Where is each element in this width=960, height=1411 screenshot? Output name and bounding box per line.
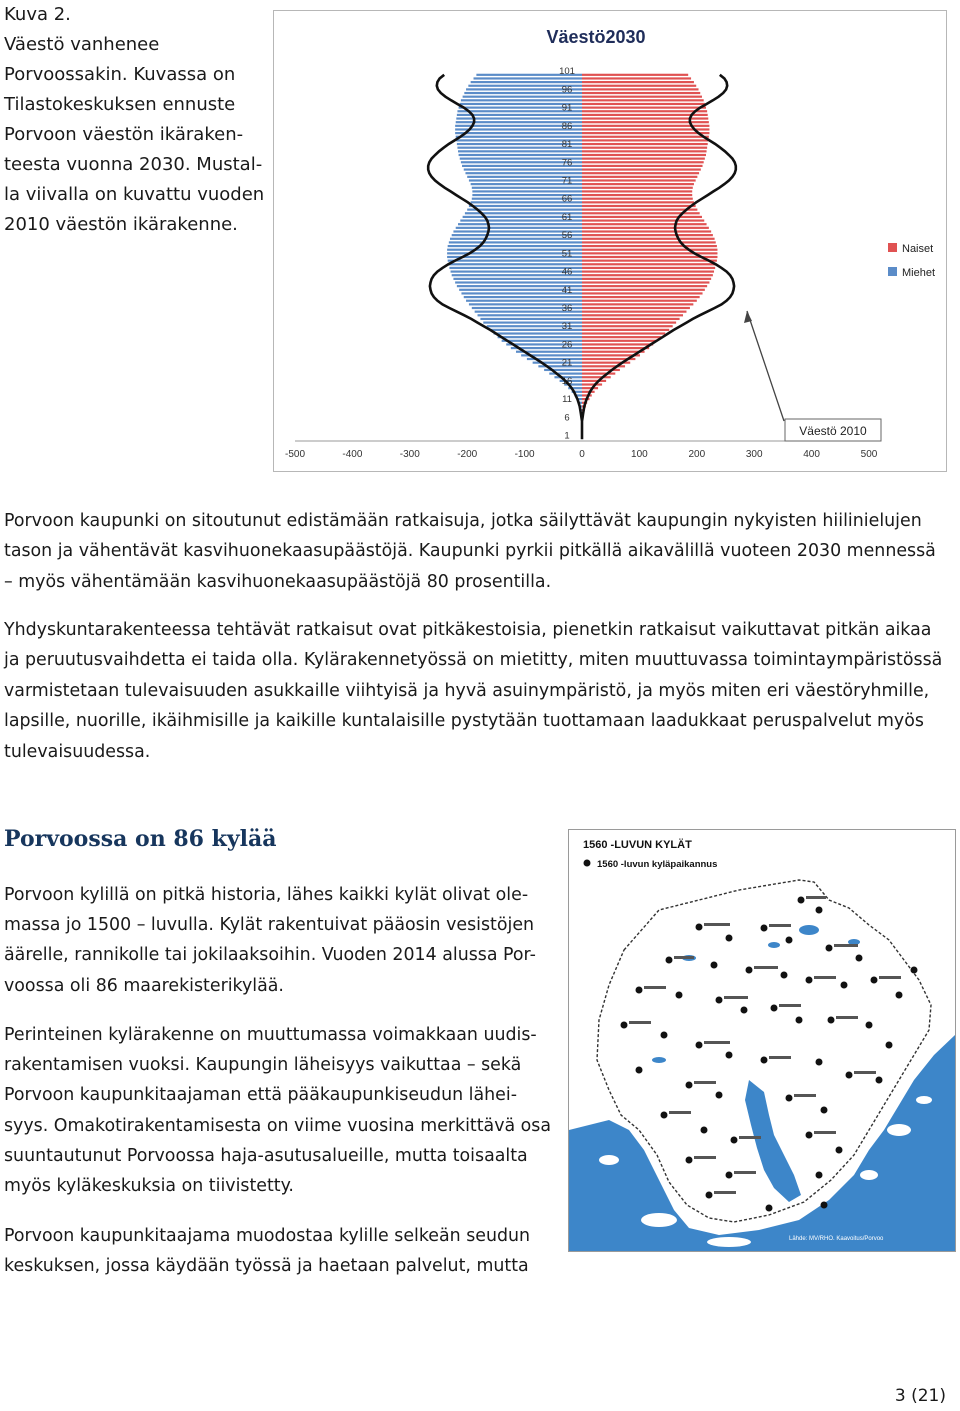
text-line: tason ja vähentävät kasvihuonekaasupäästöjä. Kaupunki pyrkii pitkällä aikavälillä vuoteen 2030 mennessä — [4, 541, 936, 562]
bar-naiset — [582, 77, 691, 79]
x-tick-label: -500 — [284, 449, 306, 460]
bar-naiset — [582, 128, 709, 130]
village-label-mark — [806, 896, 826, 899]
bar-naiset — [582, 198, 693, 200]
bar-naiset — [582, 296, 700, 298]
bar-naiset — [582, 347, 649, 349]
bar-naiset — [582, 103, 705, 105]
village-dot — [636, 987, 643, 994]
bar-naiset — [582, 230, 711, 232]
bar-naiset — [582, 99, 704, 101]
bar-miehet — [459, 154, 582, 156]
bar-naiset — [582, 318, 680, 320]
text-line: rakentamisen vuoksi. Kaupungin läheisyys vaikuttaa – sekä — [4, 1055, 522, 1076]
village-dot — [781, 972, 788, 979]
bar-miehet — [469, 205, 582, 207]
village-label-mark — [714, 1191, 736, 1194]
bar-naiset — [582, 190, 692, 192]
village-label-mark — [854, 1071, 876, 1074]
section-heading: Porvoossa on 86 kylää — [4, 826, 277, 852]
island — [599, 1155, 619, 1165]
x-tick-label: -200 — [457, 449, 478, 460]
bar-naiset — [582, 325, 673, 327]
bar-naiset — [582, 311, 686, 313]
island — [916, 1096, 932, 1104]
village-label-mark — [754, 966, 778, 969]
legend-swatch-miehet — [888, 267, 897, 276]
bar-naiset — [582, 139, 708, 141]
bar-naiset — [582, 274, 713, 276]
x-tick-label: -100 — [514, 449, 535, 460]
bar-naiset — [582, 303, 693, 305]
age-tick-label: 101 — [559, 66, 575, 78]
bar-miehet — [464, 296, 582, 298]
bar-naiset — [582, 209, 697, 211]
bar-miehet — [461, 99, 582, 101]
bar-naiset — [582, 300, 697, 302]
bar-naiset — [582, 74, 688, 76]
village-dot — [806, 1132, 813, 1139]
village-dot — [828, 1017, 835, 1024]
bar-naiset — [582, 110, 707, 112]
village-dot — [661, 1032, 668, 1039]
village-label-mark — [739, 1136, 761, 1139]
bar-naiset — [582, 179, 696, 181]
bar-naiset — [582, 114, 708, 116]
bar-naiset — [582, 219, 704, 221]
village-label-mark — [704, 1041, 730, 1044]
map-legend-label: 1560 -luvun kyläpaikannus — [597, 859, 718, 870]
bar-naiset — [582, 132, 709, 134]
bar-miehet — [458, 150, 582, 152]
island — [641, 1213, 677, 1227]
bar-miehet — [455, 132, 582, 134]
paragraph-urban-center — [4, 1221, 552, 1281]
village-dot — [686, 1157, 693, 1164]
bar-naiset — [582, 96, 702, 98]
lake — [768, 942, 780, 948]
village-dot — [871, 977, 878, 984]
paragraph-village-structure — [4, 1020, 552, 1201]
age-tick-label: 46 — [561, 266, 573, 278]
bar-miehet — [463, 96, 582, 98]
village-dot — [896, 992, 903, 999]
map-source: Lähde: MV/RHO. Kaavoitus/Porvoo — [789, 1236, 884, 1242]
bar-naiset — [582, 380, 606, 382]
bar-miehet — [498, 336, 582, 338]
village-map — [568, 829, 956, 1252]
age-tick-label: 56 — [561, 230, 573, 242]
bar-naiset — [582, 260, 717, 262]
text-line: lapsille, nuorille, ikäihmisille ja kaikille kuntalaisille pystytään tuottamaan laadukkaat peruspalvelut myös — [4, 711, 924, 732]
age-tick-label: 81 — [561, 139, 573, 151]
bar-miehet — [478, 314, 582, 316]
bar-miehet — [456, 227, 582, 229]
village-dot — [706, 1192, 713, 1199]
village-label-mark — [834, 944, 858, 947]
age-tick-label: 11 — [562, 394, 572, 406]
bar-naiset — [582, 376, 611, 378]
x-tick-label: -300 — [399, 449, 420, 460]
bar-naiset — [582, 314, 683, 316]
female-bars — [582, 74, 717, 422]
bar-miehet — [457, 114, 582, 116]
bar-naiset — [582, 307, 690, 309]
legend-label-miehet: Miehet — [902, 267, 936, 279]
bar-naiset — [582, 241, 716, 243]
bar-naiset — [582, 336, 661, 338]
village-label-mark — [879, 976, 901, 979]
paragraph-village-history — [4, 880, 552, 1001]
bar-naiset — [582, 158, 705, 160]
bar-naiset — [582, 340, 657, 342]
village-dot — [786, 1095, 793, 1102]
village-label-mark — [694, 1081, 716, 1084]
x-tick-label: 100 — [631, 449, 648, 460]
bar-naiset — [582, 245, 717, 247]
bar-naiset — [582, 187, 693, 189]
age-tick-label: 31 — [561, 321, 573, 333]
bar-naiset — [582, 176, 697, 178]
age-tick-label: 86 — [561, 120, 573, 132]
village-dot — [661, 1112, 668, 1119]
text-line: massa jo 1500 – luvulla. Kylät rakentuivat pääosin vesistöjen — [4, 915, 535, 936]
village-dot — [716, 1092, 723, 1099]
village-dot — [826, 945, 833, 952]
village-dot — [816, 907, 823, 914]
bar-naiset — [582, 154, 706, 156]
bar-naiset — [582, 201, 694, 203]
bar-naiset — [582, 289, 705, 291]
bar-miehet — [480, 318, 582, 320]
age-tick-label: 26 — [561, 339, 573, 351]
caption-line: teesta vuonna 2030. Mustal- — [4, 154, 263, 175]
bar-naiset — [582, 150, 707, 152]
bar-miehet — [455, 281, 582, 283]
village-dot — [806, 977, 813, 984]
bar-miehet — [456, 136, 582, 138]
village-label-mark — [674, 956, 694, 959]
paragraph-community-structure — [4, 615, 952, 767]
village-label-mark — [769, 1056, 791, 1059]
bar-naiset — [582, 205, 696, 207]
bar-naiset — [582, 223, 707, 225]
bar-naiset — [582, 107, 706, 109]
village-label-mark — [734, 1171, 756, 1174]
village-label-mark — [694, 1156, 716, 1159]
population-pyramid-chart — [273, 10, 947, 472]
village-dot — [816, 1059, 823, 1066]
island — [887, 1124, 911, 1136]
bar-naiset — [582, 278, 711, 280]
village-label-mark — [779, 1004, 801, 1007]
bar-naiset — [582, 168, 701, 170]
bar-miehet — [494, 332, 582, 334]
map-svg — [569, 830, 955, 1251]
age-tick-label: 61 — [561, 211, 573, 223]
caption-line: la viivalla on kuvattu vuoden — [4, 184, 265, 205]
bar-naiset — [582, 92, 700, 94]
paragraph-climate — [4, 506, 952, 597]
village-label-mark — [644, 986, 666, 989]
bar-miehet — [448, 245, 582, 247]
village-label-mark — [724, 996, 748, 999]
village-dot — [726, 1052, 733, 1059]
lake — [652, 1057, 666, 1063]
text-line: Porvoon kaupunkitaajaman että pääkaupunkiseudun lähei- — [4, 1085, 517, 1106]
x-tick-label: 300 — [745, 449, 763, 460]
x-tick-label: 200 — [688, 449, 706, 460]
bar-miehet — [466, 300, 582, 302]
text-line: varmistetaan tulevaisuuden asukkaille viihtyisä ja hyvä asuinympäristö, ja myös miten eri väestöryhmille, — [4, 680, 930, 701]
village-dot — [798, 897, 805, 904]
bar-miehet — [448, 260, 582, 262]
text-line: Yhdyskuntarakenteessa tehtävät ratkaisut ovat pitkäkestoisia, pienetkin ratkaisut vaikuttavat pitkän aikaa — [4, 620, 932, 640]
age-tick-label: 66 — [561, 193, 573, 205]
bar-naiset — [582, 216, 702, 218]
village-label-mark — [704, 923, 730, 926]
island — [860, 1170, 878, 1180]
annotation-label: Väestö 2010 — [799, 424, 867, 438]
bar-naiset — [582, 292, 703, 294]
text-line: syys. Omakotirakentamisesta on viime vuosina merkittävä osa — [4, 1115, 552, 1136]
text-line: – myös vähentämään kasvihuonekaasupäästöjä 80 prosentilla. — [4, 571, 552, 592]
village-dot — [821, 1202, 828, 1209]
bar-naiset — [582, 143, 708, 145]
village-dot — [701, 1127, 708, 1134]
text-line: äärelle, rannikolle tai jokilaaksoihin. Vuoden 2014 alussa Por- — [4, 945, 536, 966]
village-dot — [761, 925, 768, 932]
bar-naiset — [582, 387, 598, 389]
bar-miehet — [464, 168, 582, 170]
village-dot — [846, 1072, 853, 1079]
text-line: Perinteinen kylärakenne on muuttumassa voimakkaan uudis- — [4, 1025, 537, 1045]
village-dot — [636, 1067, 643, 1074]
bar-naiset — [582, 383, 602, 385]
bar-naiset — [582, 281, 709, 283]
village-label-mark — [836, 1016, 858, 1019]
text-line: keskuksen, jossa käydään työssä ja haetaan palvelut, mutta — [4, 1256, 529, 1277]
village-dot — [841, 982, 848, 989]
bar-naiset — [582, 321, 676, 323]
bar-naiset — [582, 136, 709, 138]
village-dot — [696, 1042, 703, 1049]
age-tick-label: 36 — [561, 303, 573, 315]
village-dot — [866, 1022, 873, 1029]
text-line: ja peruutusvaihdetta ei taida olla. Kylärakennetyössä on mietitty, miten muuttuvassa toimintaympäristössä — [4, 650, 943, 671]
village-dot — [911, 967, 918, 974]
age-tick-label: 76 — [561, 157, 573, 169]
bar-miehet — [448, 263, 582, 265]
bar-naiset — [582, 238, 715, 240]
text-line: myös kyläkeskuksia on tiivistetty. — [4, 1176, 294, 1197]
lake — [799, 925, 819, 935]
bar-miehet — [471, 81, 582, 83]
village-dot — [741, 1007, 748, 1014]
caption-line: 2010 väestön ikärakenne. — [4, 214, 238, 235]
bar-naiset — [582, 227, 709, 229]
village-dot — [886, 1042, 893, 1049]
caption-line: Kuva 2. — [4, 4, 71, 25]
bar-naiset — [582, 194, 692, 196]
bar-naiset — [582, 285, 707, 287]
figure-caption — [4, 0, 266, 240]
bar-miehet — [474, 77, 582, 79]
bar-naiset — [582, 332, 665, 334]
caption-line: Tilastokeskuksen ennuste — [4, 94, 236, 115]
bar-naiset — [582, 263, 716, 265]
bar-miehet — [458, 223, 582, 225]
village-dot — [766, 1205, 773, 1212]
village-label-mark — [814, 976, 836, 979]
bar-naiset — [582, 172, 699, 174]
chart-legend — [888, 243, 935, 279]
bar-naiset — [582, 343, 653, 345]
village-dot — [666, 957, 673, 964]
x-tick-label: 500 — [860, 449, 878, 460]
island — [707, 1237, 751, 1247]
village-dot — [796, 1017, 803, 1024]
age-tick-label: 21 — [561, 357, 573, 369]
bar-miehet — [467, 209, 582, 211]
bar-miehet — [465, 172, 582, 174]
chart-title: Väestö2030 — [546, 27, 646, 47]
village-dot — [746, 967, 753, 974]
bar-naiset — [582, 147, 707, 149]
map-title: 1560 -LUVUN KYLÄT — [583, 839, 692, 851]
text-line: Porvoon kaupunkitaajama muodostaa kylille selkeän seudun — [4, 1226, 531, 1246]
bar-naiset — [582, 165, 703, 167]
village-dot — [816, 1172, 823, 1179]
x-tick-label: 400 — [803, 449, 820, 460]
x-tick-label: 0 — [579, 449, 585, 460]
age-tick-label: 71 — [561, 175, 573, 187]
bar-naiset — [582, 183, 694, 185]
village-label-mark — [794, 1094, 816, 1097]
x-tick-label: -400 — [342, 449, 363, 460]
village-dot — [726, 935, 733, 942]
bar-naiset — [582, 85, 696, 87]
village-dot — [836, 1147, 843, 1154]
bar-naiset — [582, 267, 715, 269]
text-line: voossa oli 86 maarekisterikylää. — [4, 975, 284, 996]
bar-miehet — [472, 187, 582, 189]
village-dot — [821, 1107, 828, 1114]
pyramid-svg — [274, 11, 946, 471]
bar-miehet — [472, 190, 582, 192]
annotation-arrow — [747, 311, 784, 421]
village-dot — [731, 1137, 738, 1144]
age-tick-label: 1 — [564, 430, 570, 442]
text-line: Porvoon kaupunki on sitoutunut edistämään ratkaisuja, jotka säilyttävät kaupungin nykyisten hiilinielujen — [4, 511, 922, 531]
x-tick-labels — [285, 449, 878, 460]
village-dot — [676, 992, 683, 999]
village-dot — [726, 1172, 733, 1179]
bar-naiset — [582, 270, 714, 272]
age-tick-label: 16 — [561, 375, 573, 387]
bar-naiset — [582, 249, 717, 251]
caption-line: Porvoossakin. Kuvassa on — [4, 64, 236, 85]
village-dot — [771, 1005, 778, 1012]
village-label-mark — [629, 1021, 651, 1024]
bar-miehet — [453, 278, 582, 280]
bar-naiset — [582, 329, 669, 331]
village-dot — [696, 924, 703, 931]
bar-miehet — [449, 241, 582, 243]
age-tick-label: 51 — [561, 248, 573, 260]
bar-naiset — [582, 351, 645, 353]
village-label-mark — [769, 924, 791, 927]
caption-line: Porvoon väestön ikäraken- — [4, 124, 244, 145]
age-tick-label: 96 — [561, 84, 573, 96]
village-dot — [621, 1022, 628, 1029]
village-label-mark — [814, 1131, 836, 1134]
page-number: 3 (21) — [894, 1386, 946, 1406]
legend-dot-icon — [584, 860, 591, 867]
village-dot — [856, 955, 863, 962]
legend-label-naiset: Naiset — [902, 243, 934, 255]
village-dot — [876, 1077, 883, 1084]
text-line: Porvoon kylillä on pitkä historia, lähes kaikki kylät olivat ole- — [4, 885, 529, 905]
text-line: tulevaisuudessa. — [4, 741, 151, 762]
bar-naiset — [582, 161, 704, 163]
bar-naiset — [582, 88, 699, 90]
age-tick-label: 91 — [561, 102, 573, 114]
village-dot — [716, 997, 723, 1004]
village-dot — [686, 1082, 693, 1089]
village-dot — [786, 937, 793, 944]
village-label-mark — [669, 1111, 691, 1114]
text-line: suuntautunut Porvoossa haja-asutusalueille, mutta toisaalta — [4, 1145, 528, 1166]
village-dot — [711, 962, 718, 969]
legend-swatch-naiset — [888, 243, 897, 252]
bar-naiset — [582, 234, 713, 236]
bar-naiset — [582, 81, 694, 83]
caption-line: Väestö vanhenee — [4, 34, 160, 55]
age-tick-label: 6 — [564, 412, 570, 424]
village-dot — [761, 1057, 768, 1064]
age-tick-label: 41 — [561, 284, 573, 296]
